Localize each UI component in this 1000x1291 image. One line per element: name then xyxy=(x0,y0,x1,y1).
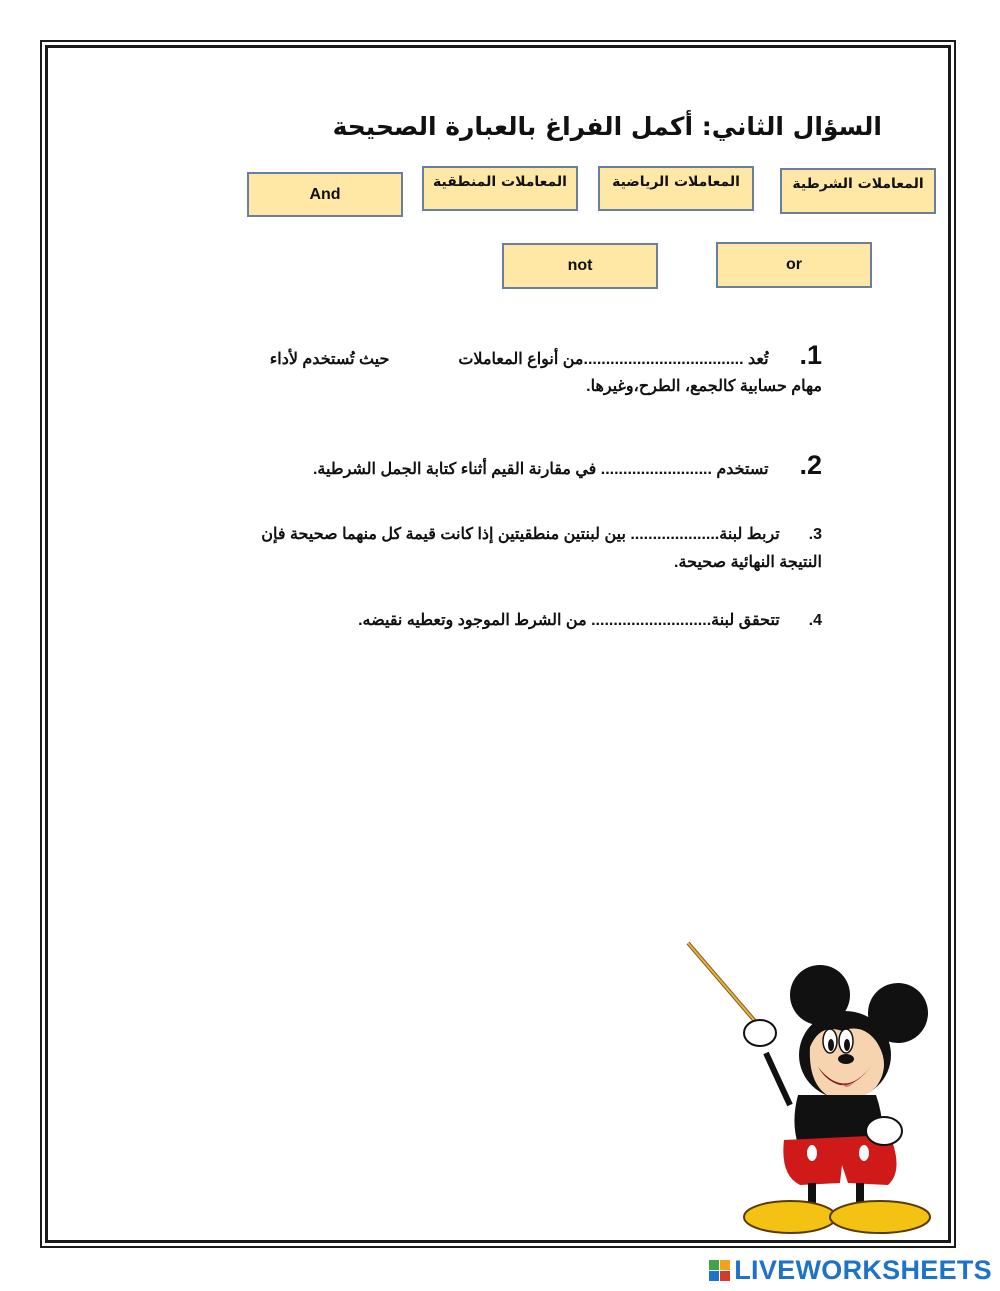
word-or[interactable]: or xyxy=(716,242,872,288)
raised-glove xyxy=(744,1020,776,1046)
left-shoe xyxy=(744,1201,836,1233)
word-not[interactable]: not xyxy=(502,243,658,289)
word-and[interactable]: And xyxy=(247,172,403,217)
right-shoe xyxy=(830,1201,930,1233)
question-4-number: 4. xyxy=(808,612,822,629)
question-2 xyxy=(313,450,822,481)
logo-blocks-icon xyxy=(709,1260,730,1281)
brand-name: LIVEWORKSHEETS xyxy=(734,1254,992,1285)
liveworksheets-logo[interactable] xyxy=(709,1254,992,1286)
question-1-number: 1. xyxy=(799,340,822,370)
word-conditional-operators[interactable]: المعاملات الشرطية xyxy=(780,168,936,214)
word-mathematical-operators[interactable]: المعاملات الرياضية xyxy=(598,166,754,211)
question-title: السؤال الثاني: أكمل الفراغ بالعبارة الصحيحة xyxy=(332,112,882,141)
question-1-text-a: تُعد xyxy=(743,351,769,368)
question-1-line-2: مهام حسابية كالجمع، الطرح،وغيرها. xyxy=(586,378,822,395)
question-3-number: 3. xyxy=(808,526,822,543)
question-3-line-2: النتيجة النهائية صحيحة. xyxy=(674,554,822,571)
question-4-text: تتحقق لبنة........................... من الشرط الموجود وتعطيه نقيضه. xyxy=(358,612,780,629)
question-1-line-1 xyxy=(270,340,822,371)
question-1-blank: ....................................من أنواع المعاملات xyxy=(458,351,744,368)
question-4 xyxy=(358,610,822,630)
question-2-number: 2. xyxy=(799,450,822,480)
question-3-text: تربط لبنة.................... بين لبنتين منطقيتين إذا كانت قيمة كل منهما صحيحة فإن xyxy=(261,526,780,543)
mickey-mouse-illustration xyxy=(680,935,942,1235)
question-3-line-1 xyxy=(261,524,822,544)
question-1-text-c: حيث تُستخدم لأداء xyxy=(269,351,390,368)
word-logical-operators[interactable]: المعاملات المنطقية xyxy=(422,166,578,211)
question-2-text: تستخدم ......................... في مقارنة القيم أثناء كتابة الجمل الشرطية. xyxy=(312,461,769,478)
